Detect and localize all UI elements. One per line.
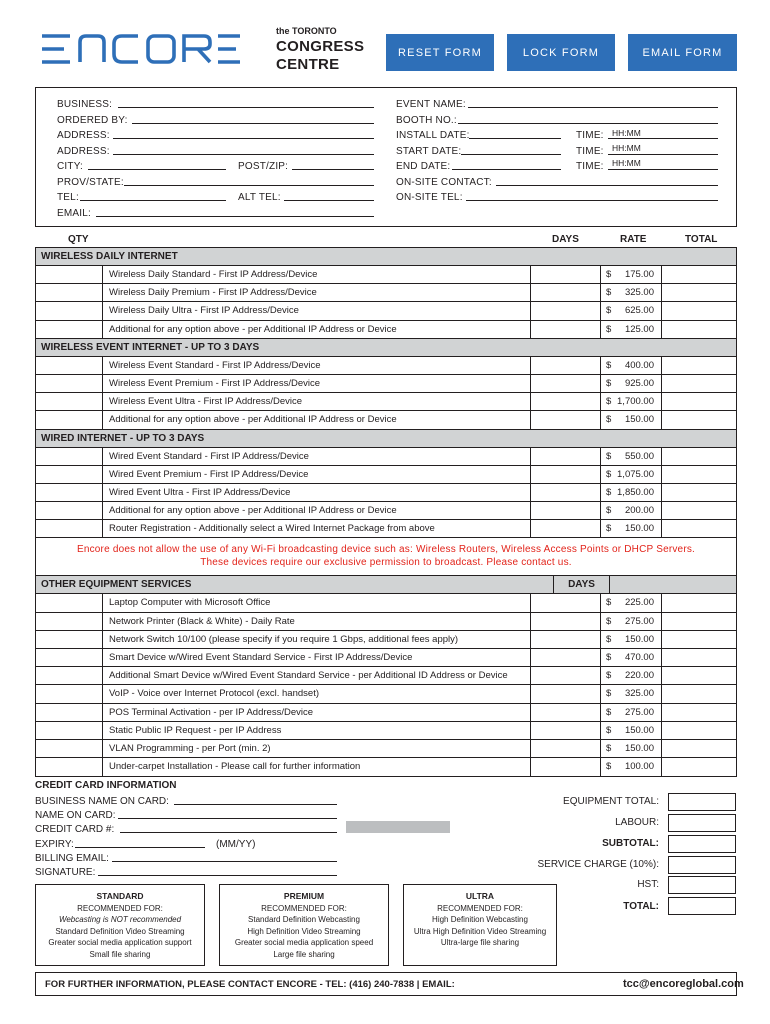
days-field[interactable] — [531, 375, 601, 392]
package-line: Greater social media application support — [48, 938, 192, 947]
labour-field[interactable] — [668, 814, 736, 832]
currency-symbol: $ — [606, 396, 612, 408]
item-description: Wired Event Ultra - First IP Address/Device — [103, 484, 531, 501]
qty-field[interactable] — [36, 704, 103, 721]
total-field[interactable] — [662, 667, 736, 684]
table-row — [36, 302, 736, 320]
alt-tel-field[interactable] — [284, 200, 374, 201]
item-rate — [601, 649, 662, 666]
item-rate — [601, 594, 662, 611]
table-row — [36, 448, 736, 466]
total-field[interactable] — [662, 266, 736, 283]
total-label: TOTAL: — [623, 901, 659, 912]
total-field[interactable] — [662, 321, 736, 338]
city-field[interactable] — [88, 169, 226, 170]
booth-no-label: BOOTH NO.: — [396, 115, 457, 126]
total-field[interactable] — [662, 302, 736, 319]
table-row — [36, 631, 736, 649]
package-line: Standard Definition Video Streaming — [55, 926, 185, 936]
days-field[interactable] — [531, 613, 601, 630]
billing-email-label: BILLING EMAIL: — [35, 853, 109, 864]
qty-field[interactable] — [36, 484, 103, 501]
days-field[interactable] — [531, 704, 601, 721]
currency-symbol: $ — [606, 761, 612, 773]
currency-symbol: $ — [606, 597, 612, 609]
service-charge-field[interactable] — [668, 856, 736, 874]
ordered-by-field[interactable] — [132, 123, 374, 124]
days-field[interactable] — [531, 520, 601, 537]
onsite-tel-label: ON-SITE TEL: — [396, 192, 463, 203]
days-field[interactable] — [531, 685, 601, 702]
currency-symbol: $ — [606, 688, 612, 700]
card-number-redacted — [346, 821, 450, 833]
days-field[interactable] — [531, 502, 601, 519]
item-rate — [601, 613, 662, 630]
item-rate — [601, 393, 662, 410]
total-field[interactable] — [662, 594, 736, 611]
qty-field[interactable] — [36, 284, 103, 301]
item-description: Wired Event Premium - First IP Address/Device — [103, 466, 531, 483]
item-description: Wireless Daily Ultra - First IP Address/Device — [103, 302, 531, 319]
item-rate — [601, 685, 662, 702]
table-row — [36, 594, 736, 612]
item-rate — [601, 466, 662, 483]
total-header: TOTAL — [685, 234, 718, 245]
currency-symbol: $ — [606, 486, 612, 498]
email-field[interactable] — [96, 216, 374, 217]
table-row — [36, 740, 736, 758]
item-rate — [601, 520, 662, 537]
card-number-field[interactable] — [120, 832, 337, 833]
notice-line-1: Encore does not allow the use of any Wi-Fi broadcasting device such as: Wireless Routers, Wireless Access Points or DHCP Servers. — [76, 544, 696, 556]
item-rate — [601, 758, 662, 776]
qty-field[interactable] — [36, 740, 103, 757]
service-charge-label: SERVICE CHARGE (10%): — [537, 859, 659, 870]
total-field[interactable] — [662, 704, 736, 721]
item-description: Wireless Event Standard - First IP Address/Device — [103, 357, 531, 374]
end-date-field[interactable] — [452, 169, 561, 170]
subtotal-label: SUBTOTAL: — [602, 838, 659, 849]
rate-amount: 125.00 — [624, 323, 654, 335]
hst-field[interactable] — [668, 876, 736, 894]
item-description: Smart Device w/Wired Event Standard Service - First IP Address/Device — [103, 649, 531, 666]
item-rate — [601, 357, 662, 374]
footer — [35, 972, 744, 996]
currency-symbol: $ — [606, 523, 612, 535]
qty-field[interactable] — [36, 302, 103, 319]
total-field[interactable] — [662, 631, 736, 648]
days-field[interactable] — [531, 393, 601, 410]
install-time-field[interactable] — [608, 138, 718, 139]
item-rate — [601, 448, 662, 465]
package-line: High Definition Webcasting — [432, 915, 528, 924]
city-label: CITY: — [57, 161, 84, 172]
event-name-field[interactable] — [468, 107, 718, 108]
wifi-notice — [36, 538, 736, 576]
name-on-card-label: NAME ON CARD: — [35, 810, 116, 821]
item-description: Network Switch 10/100 (please specify if you require 1 Gbps, additional fees apply) — [103, 631, 531, 648]
tel-field[interactable] — [80, 200, 226, 201]
signature-field[interactable] — [98, 875, 337, 876]
rate-amount: 325.00 — [624, 287, 654, 299]
currency-symbol: $ — [606, 742, 612, 754]
days-field[interactable] — [531, 740, 601, 757]
currency-symbol: $ — [606, 615, 612, 627]
item-description: Additional for any option above - per Additional IP Address or Device — [103, 411, 531, 428]
event-name-label: EVENT NAME: — [396, 99, 466, 110]
end-time-placeholder: HH:MM — [612, 158, 641, 168]
item-description: Static Public IP Request - per IP Address — [103, 722, 531, 739]
item-rate — [601, 375, 662, 392]
total-field[interactable] — [662, 357, 736, 374]
package-title: STANDARD — [96, 891, 144, 901]
rate-amount: 100.00 — [624, 761, 654, 773]
currency-symbol: $ — [606, 724, 612, 736]
price-table — [35, 247, 737, 777]
rate-amount: 550.00 — [624, 450, 654, 462]
days-field[interactable] — [531, 631, 601, 648]
rate-amount: 275.00 — [624, 706, 654, 718]
total-field[interactable] — [662, 685, 736, 702]
total-field[interactable] — [662, 502, 736, 519]
package-line: Greater social media application speed — [234, 938, 374, 947]
total-field[interactable] — [662, 484, 736, 501]
rate-amount: 1,850.00 — [617, 486, 654, 498]
qty-field[interactable] — [36, 667, 103, 684]
total-field[interactable] — [662, 758, 736, 776]
qty-field[interactable] — [36, 375, 103, 392]
equipment-total-field[interactable] — [668, 793, 736, 811]
table-row — [36, 520, 736, 538]
days-header: DAYS — [552, 234, 579, 245]
table-row — [36, 375, 736, 393]
package-standard — [35, 884, 205, 966]
qty-field[interactable] — [36, 613, 103, 630]
package-rec: RECOMMENDED FOR: — [437, 903, 523, 913]
table-row — [36, 758, 736, 776]
item-description: Wireless Event Premium - First IP Address/Device — [103, 375, 531, 392]
qty-field[interactable] — [36, 266, 103, 283]
item-description: Laptop Computer with Microsoft Office — [103, 594, 531, 611]
currency-symbol: $ — [606, 706, 612, 718]
days-field[interactable] — [531, 448, 601, 465]
expiry-label: EXPIRY: — [35, 839, 74, 850]
days-field[interactable] — [531, 357, 601, 374]
subtotal-field[interactable] — [668, 835, 736, 853]
days-field[interactable] — [531, 302, 601, 319]
rate-amount: 1,700.00 — [617, 396, 654, 408]
table-row — [36, 704, 736, 722]
email-form-button[interactable]: EMAIL FORM — [628, 34, 737, 71]
currency-symbol: $ — [606, 670, 612, 682]
qty-field[interactable] — [36, 411, 103, 428]
section-header — [36, 576, 736, 594]
business-name-card-field[interactable] — [174, 804, 337, 805]
qty-field[interactable] — [36, 649, 103, 666]
card-number-label: CREDIT CARD #: — [35, 824, 115, 835]
total-field[interactable] — [662, 613, 736, 630]
credit-card-title: CREDIT CARD INFORMATION — [35, 780, 177, 791]
rate-amount: 1,075.00 — [617, 468, 654, 480]
end-time-label: TIME: — [576, 161, 604, 172]
package-line: Webcasting is NOT recommended — [58, 915, 182, 924]
package-rec: RECOMMENDED FOR: — [261, 903, 347, 913]
venue-congress: CONGRESS — [276, 38, 365, 55]
currency-symbol: $ — [606, 633, 612, 645]
currency-symbol: $ — [606, 323, 612, 335]
expiry-field[interactable] — [75, 847, 205, 848]
lock-form-button[interactable]: LOCK FORM — [507, 34, 615, 71]
package-line: Large file sharing — [273, 949, 335, 959]
rate-amount: 225.00 — [624, 597, 654, 609]
item-description: VoIP - Voice over Internet Protocol (excl. handset) — [103, 685, 531, 702]
total-field[interactable] — [662, 393, 736, 410]
item-rate — [601, 484, 662, 501]
start-date-label: START DATE: — [396, 146, 462, 157]
install-date-label: INSTALL DATE: — [396, 130, 470, 141]
total-field[interactable] — [662, 722, 736, 739]
table-row — [36, 357, 736, 375]
prov-state-label: PROV/STATE: — [57, 177, 124, 188]
table-row — [36, 466, 736, 484]
item-rate — [601, 284, 662, 301]
item-description: Wireless Daily Standard - First IP Address/Device — [103, 266, 531, 283]
item-description: Network Printer (Black & White) - Daily Rate — [103, 613, 531, 630]
name-on-card-field[interactable] — [118, 818, 337, 819]
install-date-field[interactable] — [469, 138, 561, 139]
signature-label: SIGNATURE: — [35, 867, 96, 878]
currency-symbol: $ — [606, 505, 612, 517]
item-rate — [601, 722, 662, 739]
postzip-label: POST/ZIP: — [238, 161, 289, 172]
billing-email-field[interactable] — [112, 861, 337, 862]
item-description: Wireless Event Ultra - First IP Address/Device — [103, 393, 531, 410]
qty-field[interactable] — [36, 357, 103, 374]
equipment-total-label: EQUIPMENT TOTAL: — [563, 796, 659, 807]
currency-symbol: $ — [606, 652, 612, 663]
qty-field[interactable] — [36, 502, 103, 519]
section-header: WIRELESS DAILY INTERNET — [36, 248, 736, 266]
total-field[interactable] — [662, 448, 736, 465]
table-row — [36, 667, 736, 685]
section-header: WIRED INTERNET - UP TO 3 DAYS — [36, 430, 736, 448]
equipment-days-header: DAYS — [553, 576, 610, 594]
days-field[interactable] — [531, 321, 601, 338]
postzip-field[interactable] — [292, 169, 374, 170]
email-label: EMAIL: — [57, 208, 91, 219]
item-rate — [601, 704, 662, 721]
package-line: Ultra High Definition Video Streaming — [413, 926, 547, 936]
currency-symbol: $ — [606, 468, 612, 480]
package-premium — [219, 884, 389, 966]
tel-label: TEL: — [57, 192, 79, 203]
end-time-field[interactable] — [608, 169, 718, 170]
table-row — [36, 321, 736, 339]
rate-amount: 220.00 — [624, 670, 654, 682]
business-name-card-label: BUSINESS NAME ON CARD: — [35, 796, 169, 807]
rate-amount: 200.00 — [624, 505, 654, 517]
item-rate — [601, 667, 662, 684]
item-description: Additional for any option above - per Additional IP Address or Device — [103, 502, 531, 519]
item-rate — [601, 321, 662, 338]
address1-label: ADDRESS: — [57, 130, 110, 141]
item-rate — [601, 631, 662, 648]
item-description: Additional for any option above - per Additional IP Address or Device — [103, 321, 531, 338]
rate-amount: 400.00 — [624, 359, 654, 371]
qty-field[interactable] — [36, 321, 103, 338]
table-row — [36, 649, 736, 667]
end-date-label: END DATE: — [396, 161, 451, 172]
notice-line-2: These devices require our exclusive permission to broadcast. Please contact us. — [200, 557, 572, 569]
encore-logo — [40, 30, 240, 70]
package-line: Standard Definition Webcasting — [248, 915, 360, 924]
item-description: Additional Smart Device w/Wired Event Standard Service - per Additional ID Address or Device — [103, 667, 531, 684]
rate-amount: 175.00 — [624, 269, 654, 280]
currency-symbol: $ — [606, 269, 612, 280]
currency-symbol: $ — [606, 450, 612, 462]
qty-field[interactable] — [36, 393, 103, 410]
order-info-box — [35, 87, 737, 227]
footer-email-link[interactable]: tcc@encoreglobal.com — [623, 978, 744, 990]
currency-symbol: $ — [606, 305, 612, 317]
address1-field[interactable] — [113, 138, 374, 139]
table-row — [36, 685, 736, 703]
labour-label: LABOUR: — [615, 817, 659, 828]
package-line: Ultra-large file sharing — [440, 938, 520, 947]
days-field[interactable] — [531, 649, 601, 666]
qty-field[interactable] — [36, 448, 103, 465]
qty-field[interactable] — [36, 594, 103, 611]
rate-amount: 150.00 — [624, 633, 654, 645]
venue-centre: CENTRE — [276, 56, 340, 73]
rate-header: RATE — [620, 234, 647, 245]
rate-amount: 275.00 — [624, 615, 654, 627]
section-header: WIRELESS EVENT INTERNET - UP TO 3 DAYS — [36, 339, 736, 357]
package-rec: RECOMMENDED FOR: — [77, 903, 163, 913]
qty-header: QTY — [68, 234, 89, 245]
total-field[interactable] — [662, 740, 736, 757]
qty-field[interactable] — [36, 685, 103, 702]
days-field[interactable] — [531, 411, 601, 428]
item-rate — [601, 411, 662, 428]
item-description: Wireless Daily Premium - First IP Address/Device — [103, 284, 531, 301]
item-description: POS Terminal Activation - per IP Address/Device — [103, 704, 531, 721]
item-rate — [601, 266, 662, 283]
table-row — [36, 266, 736, 284]
days-field[interactable] — [531, 466, 601, 483]
qty-field[interactable] — [36, 758, 103, 776]
table-row — [36, 502, 736, 520]
total-field[interactable] — [662, 649, 736, 666]
qty-field[interactable] — [36, 722, 103, 739]
item-description: VLAN Programming - per Port (min. 2) — [103, 740, 531, 757]
rate-amount: 150.00 — [624, 742, 654, 754]
days-field[interactable] — [531, 266, 601, 283]
days-field[interactable] — [531, 667, 601, 684]
start-time-label: TIME: — [576, 146, 604, 157]
item-rate — [601, 740, 662, 757]
equipment-title: OTHER EQUIPMENT SERVICES — [41, 579, 192, 591]
reset-form-button[interactable]: RESET FORM — [386, 34, 494, 71]
rate-amount: 625.00 — [624, 305, 654, 317]
business-field[interactable] — [118, 107, 374, 108]
total-field[interactable] — [662, 466, 736, 483]
total-field[interactable] — [668, 897, 736, 915]
days-field[interactable] — [531, 722, 601, 739]
install-time-label: TIME: — [576, 130, 604, 141]
package-line: Small file sharing — [89, 949, 151, 959]
expiry-format: (MM/YY) — [216, 839, 256, 850]
rate-amount: 470.00 — [624, 652, 654, 663]
business-label: BUSINESS: — [57, 99, 113, 110]
package-ultra — [403, 884, 557, 966]
table-row — [36, 484, 736, 502]
currency-symbol: $ — [606, 287, 612, 299]
item-rate — [601, 302, 662, 319]
table-row — [36, 411, 736, 429]
item-rate — [601, 502, 662, 519]
item-description: Wired Event Standard - First IP Address/Device — [103, 448, 531, 465]
onsite-tel-field[interactable] — [466, 200, 718, 201]
start-time-field[interactable] — [608, 154, 718, 155]
footer-contact-text: FOR FURTHER INFORMATION, PLEASE CONTACT ENCORE - TEL: (416) 240-7838 | EMAIL: — [45, 979, 455, 990]
qty-field[interactable] — [36, 631, 103, 648]
alt-tel-label: ALT TEL: — [238, 192, 281, 203]
install-time-placeholder: HH:MM — [612, 128, 641, 138]
package-title: ULTRA — [465, 891, 495, 901]
item-description: Router Registration - Additionally select a Wired Internet Package from above — [103, 520, 531, 537]
address2-field[interactable] — [113, 154, 374, 155]
days-field[interactable] — [531, 284, 601, 301]
table-row — [36, 284, 736, 302]
item-description: Under-carpet Installation - Please call for further information — [103, 758, 531, 776]
start-date-field[interactable] — [461, 154, 561, 155]
currency-symbol: $ — [606, 414, 612, 426]
rate-amount: 150.00 — [624, 724, 654, 736]
currency-symbol: $ — [606, 377, 612, 389]
total-field[interactable] — [662, 520, 736, 537]
package-line: High Definition Video Streaming — [247, 926, 361, 936]
table-row — [36, 722, 736, 740]
prov-state-field[interactable] — [124, 185, 374, 186]
days-field[interactable] — [531, 758, 601, 776]
address2-label: ADDRESS: — [57, 146, 110, 157]
table-row — [36, 613, 736, 631]
onsite-contact-label: ON-SITE CONTACT: — [396, 177, 492, 188]
days-field[interactable] — [531, 594, 601, 611]
venue-the-toronto: the TORONTO — [276, 26, 337, 36]
ordered-by-label: ORDERED BY: — [57, 115, 128, 126]
hst-label: HST: — [637, 879, 659, 890]
qty-field[interactable] — [36, 520, 103, 537]
total-field[interactable] — [662, 411, 736, 428]
rate-amount: 325.00 — [624, 688, 654, 700]
rate-amount: 150.00 — [624, 414, 654, 426]
qty-field[interactable] — [36, 466, 103, 483]
start-time-placeholder: HH:MM — [612, 143, 641, 153]
total-field[interactable] — [662, 284, 736, 301]
booth-no-field[interactable] — [458, 123, 718, 124]
currency-symbol: $ — [606, 359, 612, 371]
table-row — [36, 393, 736, 411]
rate-amount: 150.00 — [624, 523, 654, 535]
onsite-contact-field[interactable] — [496, 185, 718, 186]
rate-amount: 925.00 — [624, 377, 654, 389]
days-field[interactable] — [531, 484, 601, 501]
package-title: PREMIUM — [283, 891, 325, 901]
total-field[interactable] — [662, 375, 736, 392]
